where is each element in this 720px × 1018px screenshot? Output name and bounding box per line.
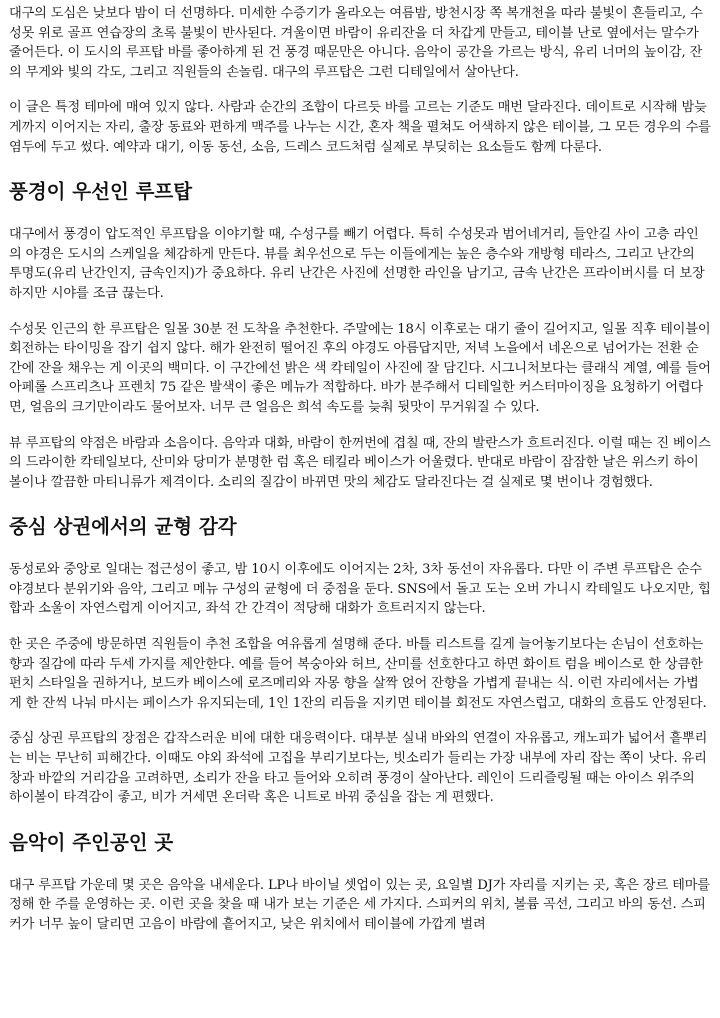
section-heading-downtown-balance: 중심 상권에서의 균형 감각 xyxy=(9,515,237,539)
section-1-paragraph-1: 대구에서 풍경이 압도적인 루프탑을 이야기할 때, 수성구를 빼기 어렵다. 특히 수성못과 범어네거리, 들안길 사이 고층 라인의 야경은 도시의 스케일을 체감하게 만든다. 뷰를 최우선으로 두는 이들에게는 높은 층수와 개방형 테라스, 그리고 난간의 투명도(유리 난간인지, 금속인지)가 중요하다. 유리 난간은 사진에 선명한 라인을 남기고, 금속 난간은 프라이버시를 더 보장하지만 시야를 조금 끊는다. xyxy=(9,227,705,301)
section-heading-scenic-rooftops: 풍경이 우선인 루프탑 xyxy=(9,180,193,204)
intro-paragraph-1: 대구의 도심은 낮보다 밤이 더 선명하다. 미세한 수증기가 올라오는 여름밤, 방천시장 쪽 복개천을 따라 불빛이 흔들리고, 수성못 위로 골프 연습장의 초록 불빛이 반사된다. 겨울이면 바람이 유리잔을 더 차갑게 만들고, 테이블 난로 옆에서는 말수가 줄어든다. 이 도시의 루프탑 바를 좋아하게 된 건 풍경 때문만은 아니다. 음악이 공간을 가르는 방식, 유리 너머의 높이감, 잔의 무게와 빛의 각도, 그리고 직원들의 손놀림. 대구의 루프탑은 그런 디테일에서 살아난다. xyxy=(9,6,703,80)
section-1-paragraph-2: 수성못 인근의 한 루프탑은 일몰 30분 전 도착을 추천한다. 주말에는 18시 이후로는 대기 줄이 길어지고, 일몰 직후 테이블이 회전하는 타이밍을 잡기 쉽지 않다. 해가 완전히 떨어진 후의 야경도 아름답지만, 저녁 노을에서 네온으로 넘어가는 전환 순간에 잔을 채우는 게 이곳의 백미다. 이 구간에선 밝은 색 칵테일이 사진에 잘 담긴다. 시그니처보다는 클래식 계열, 예를 들어 아페롤 스프리츠나 프렌치 75 같은 발색이 좋은 메뉴가 적합하다. 바가 분주해서 디테일한 커스터마이징을 요청하기 어렵다면, 얼음의 크기만이라도 물어보자. 너무 큰 얼음은 희석 속도를 늦춰 뒷맛이 무거워질 수 있다. xyxy=(9,321,711,415)
intro-paragraph-2: 이 글은 특정 테마에 매여 있지 않다. 사람과 순간의 조합이 다르듯 바를 고르는 기준도 매번 달라진다. 데이트로 시작해 밤늦게까지 이어지는 자리, 출장 동료와 편하게 맥주를 나누는 시간, 혼자 책을 펼쳐도 어색하지 않은 테이블, 그 모든 경우의 수를 염두에 두고 썼다. 예약과 대기, 이동 동선, 소음, 드레스 코드처럼 실제로 부딪히는 요소들도 함께 다룬다. xyxy=(9,100,711,155)
section-2-paragraph-1: 동성로와 중앙로 일대는 접근성이 좋고, 밤 10시 이후에도 이어지는 2차, 3차 동선이 자유롭다. 다만 이 주변 루프탑은 순수 야경보다 분위기와 음악, 그리고 메뉴 구성의 균형에 더 중점을 둔다. SNS에서 돌고 도는 오버 가니시 칵테일도 나오지만, 힙합과 소울이 자연스럽게 이어지고, 좌석 간 간격이 적당해 대화가 흐트러지지 않는다. xyxy=(9,562,711,617)
section-3-paragraph-1: 대구 루프탑 가운데 몇 곳은 음악을 내세운다. LP나 바이닐 셋업이 있는 곳, 요일별 DJ가 자리를 지키는 곳, 혹은 장르 테마를 정해 한 주를 운영하는 곳. 이런 곳을 찾을 때 내가 보는 기준은 세 가지다. 스피커의 위치, 볼륨 곡선, 그리고 바의 동선. 스피커가 너무 높이 달리면 고음이 바람에 흩어지고, 낮은 위치에서 테이블에 가깝게 벌려 xyxy=(9,877,710,932)
section-1-paragraph-3: 뷰 루프탑의 약점은 바람과 소음이다. 음악과 대화, 바람이 한꺼번에 겹칠 때, 잔의 발란스가 흐트러진다. 이럴 때는 진 베이스의 드라이한 칵테일보다, 산미와 당미가 분명한 럼 혹은 테킬라 베이스가 어울렸다. 반대로 바람이 잠잠한 날은 위스키 하이볼이나 깔끔한 마티니류가 제격이다. 소리의 질감이 바뀌면 맛의 체감도 달라진다는 걸 실제로 몇 번이나 경험했다. xyxy=(9,435,711,490)
section-heading-music-venues: 음악이 주인공인 곳 xyxy=(9,830,174,854)
section-2-paragraph-3: 중심 상권 루프탑의 장점은 갑작스러운 비에 대한 대응력이다. 대부분 실내 바와의 연결이 자유롭고, 캐노피가 넓어서 흩뿌리는 비는 무난히 피해간다. 이때도 야외 좌석에 고집을 부리기보다는, 빗소리가 들리는 가장 내부에 자리 잡는 쪽이 낫다. 유리창과 바깥의 거리감을 고려하면, 소리가 잔을 타고 들어와 오히려 풍경이 살아난다. 레인이 드리즐링될 때는 아이스 위주의 하이볼이 타격감이 좋고, 비가 거세면 온더락 혹은 니트로 바꿔 중심을 잡는 게 편했다. xyxy=(9,731,708,806)
section-2-paragraph-2: 한 곳은 주중에 방문하면 직원들이 추천 조합을 여유롭게 설명해 준다. 바틀 리스트를 길게 늘어놓기보다는 손님이 선호하는 향과 질감에 따라 두세 가지를 제안한다. 예를 들어 복숭아와 허브, 산미를 선호한다고 하면 화이트 럼을 베이스로 한 상큼한 펀치 스타일을 권하거나, 보드카 베이스에 로즈메리와 자몽 향을 살짝 얹어 잔향을 가볍게 끝내는 식. 이런 자리에서는 가볍게 한 잔씩 나눠 마시는 페이스가 유지되는데, 1인 1잔의 리듬을 지키면 테이블 회전도 자연스럽고, 대화의 흐름도 안정된다. xyxy=(9,637,707,711)
